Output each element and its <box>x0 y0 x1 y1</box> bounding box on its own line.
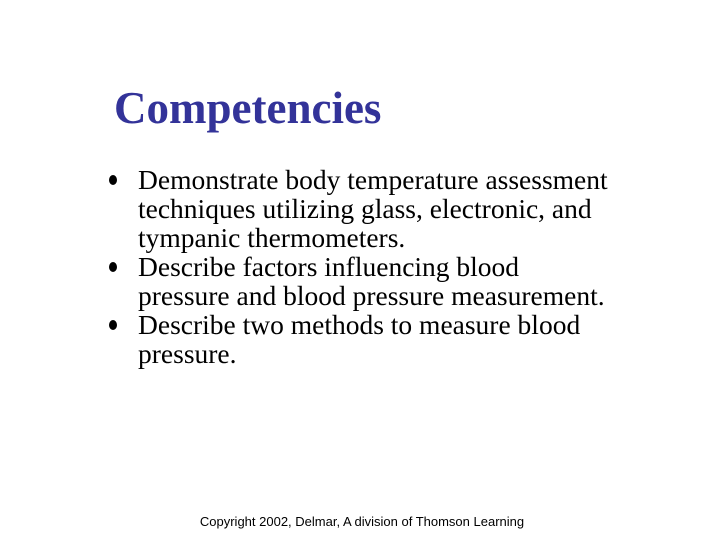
bullet-text: Describe factors influencing blood pressure and blood pressure measurement. <box>138 251 605 311</box>
bullet-dot-icon <box>109 262 117 272</box>
bullet-item <box>108 252 608 310</box>
copyright-footer: Copyright 2002, Delmar, A division of Thomson Learning <box>199 514 525 529</box>
slide-title: Competencies <box>114 83 382 133</box>
bullet-text: Demonstrate body temperature assessment techniques utilizing glass, electronic, and tympanic thermometers. <box>138 164 608 253</box>
bullet-dot-icon <box>109 175 117 185</box>
bullet-item <box>108 165 608 252</box>
bullet-item <box>108 310 608 368</box>
bullet-list <box>108 165 608 368</box>
bullet-dot-icon <box>109 320 117 330</box>
bullet-text: Describe two methods to measure blood pressure. <box>138 309 581 369</box>
